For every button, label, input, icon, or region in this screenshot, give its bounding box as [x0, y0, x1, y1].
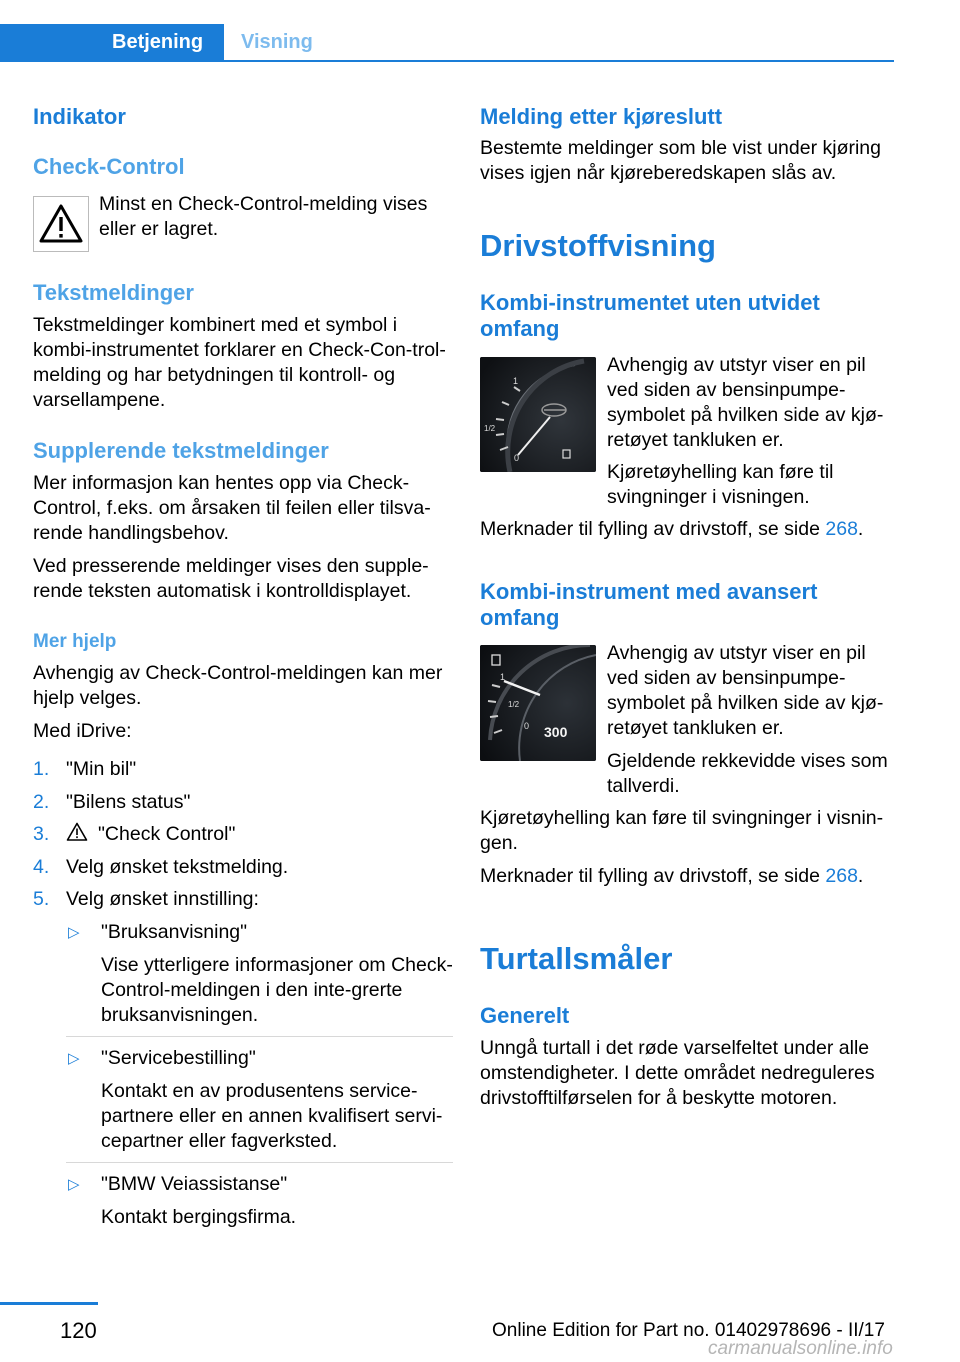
gauge1-label-full: 1 [513, 376, 519, 386]
merknad-2 [480, 864, 900, 889]
check-control-small-warning-icon [66, 822, 90, 842]
options-list [66, 920, 453, 1238]
step-number: 1. [33, 758, 50, 780]
heading-supplerende-tekstmeldinger: Supplerende tekstmeldinger [33, 438, 329, 463]
step-item [33, 790, 453, 815]
option-title: "Servicebestilling" [101, 1047, 256, 1069]
tab-visning[interactable]: Visning [241, 31, 313, 53]
merknad-2-suffix: . [857, 865, 864, 887]
melding-text: Bestemte meldinger som ble vist under kjøring vises igjen når kjøreberedskapen slås av. [480, 137, 881, 184]
option-description: Kontakt en av produsentens service-partnere eller en annen kvalifisert servi-cepartner eller fagverksted. [101, 1080, 443, 1152]
mer-hjelp-text: Avhengig av Check-Control-meldingen kan mer hjelp velges. [33, 662, 443, 709]
heading-check-control: Check-Control [33, 154, 185, 179]
kombi-med-text-2: Gjeldende rekkevidde vises som tallverdi. [607, 750, 888, 797]
med-idrive-label: Med iDrive: [33, 720, 132, 742]
step-number: 3. [33, 823, 50, 845]
heading-turtallsmaler: Turtallsmåler [480, 941, 673, 976]
kombi-uten-text-1: Avhengig av utstyr viser en pil ved siden av bensinpumpe-symbolet på hvilken side av kjø-retøyet tankluken er. [607, 354, 884, 451]
footer-edition: Online Edition for Part no. 01402978696 - II/17 [492, 1320, 885, 1341]
kombi-uten-text-2-line1 [607, 460, 897, 510]
step-number: 4. [33, 855, 50, 878]
fuel-gauge-image-2 [480, 645, 596, 761]
heading-kombi-uten: Kombi-instrumentet uten utvidet omfang [480, 290, 820, 341]
kombi-uten-text-2: Kjøretøyhelling kan føre til svingninger i visningen. [607, 461, 834, 508]
gauge2-label-empty: 0 [524, 721, 530, 731]
triangle-bullet-icon: ▷ [68, 924, 80, 941]
option-item [66, 1046, 453, 1163]
heading-drivstoffvisning: Drivstoffvisning [480, 228, 716, 263]
header-rule [224, 60, 894, 62]
step-text: Velg ønsket tekstmelding. [66, 855, 289, 878]
option-title: "Bruksanvisning" [101, 921, 248, 943]
step-text: Velg ønsket innstilling: [66, 888, 259, 910]
page-number: 120 [60, 1318, 97, 1343]
idrive-steps [33, 757, 453, 1247]
supplerende-text-1: Mer informasjon kan hentes opp via Check-Control, f.eks. om årsaken til feilen eller tilsva-rende handlingsbehov. [33, 472, 431, 544]
option-item [66, 1172, 453, 1238]
heading-indikator: Indikator [33, 104, 126, 129]
heading-tekstmeldinger: Tekstmeldinger [33, 280, 194, 305]
step-text: "Check Control" [98, 823, 236, 845]
step-item [33, 855, 453, 880]
footer-rule [0, 1302, 98, 1305]
gauge2-label-full: 1 [500, 672, 506, 682]
step-item [33, 757, 453, 782]
merknad-2-text: Merknader til fylling av drivstoff, se side [480, 865, 826, 887]
gauge1-label-half: 1/2 [484, 424, 496, 433]
gauge2-range-value: 300 [544, 724, 568, 740]
step-item [33, 887, 453, 1238]
check-control-warning-icon [33, 196, 89, 252]
tab-betjening[interactable]: Betjening [112, 31, 204, 53]
merknad-2-page-link[interactable]: 268 [825, 865, 858, 887]
step-text: "Bilens status" [66, 790, 191, 813]
check-control-text: Minst en Check-Control-melding vises eller er lagret. [99, 193, 428, 240]
option-description: Kontakt bergingsfirma. [101, 1206, 297, 1228]
kombi-med-text-1: Avhengig av utstyr viser en pil ved siden av bensinpumpe-symbolet på hvilken side av kjø-retøyet tankluken er. [607, 642, 884, 739]
step-number: 5. [33, 888, 50, 910]
gauge2-label-half: 1/2 [508, 700, 520, 709]
watermark: carmanualsonline.info [708, 1338, 893, 1359]
heading-melding-etter-kjoreslutt: Melding etter kjøreslutt [480, 104, 723, 129]
gauge1-label-empty: 0 [514, 453, 520, 463]
heading-kombi-med: Kombi-instrument med avansert omfang [480, 579, 818, 630]
generelt-text: Unngå turtall i det røde varselfeltet under alle omstendigheter. I dette området nedreguleres drivstofftilførselen for å beskytte motoren. [480, 1037, 875, 1109]
merknad-1-page-link[interactable]: 268 [825, 518, 858, 540]
merknad-1-text: Merknader til fylling av drivstoff, se side [480, 518, 826, 540]
step-item [33, 822, 453, 847]
tekstmeldinger-text: Tekstmeldinger kombinert med et symbol i kombi-instrumentet forklarer en Check-Con-trol-melding og har betydningen til kontroll- og varsellampene. [33, 314, 446, 411]
step-number: 2. [33, 790, 50, 813]
triangle-bullet-icon: ▷ [68, 1050, 80, 1067]
option-description: Vise ytterligere informasjoner om Check-Control-meldingen i den inte-grerte bruksanvisningen. [101, 954, 453, 1026]
heading-generelt: Generelt [480, 1003, 570, 1028]
merknad-1 [480, 517, 900, 542]
supplerende-text-2: Ved presserende meldinger vises den supple-rende teksten automatisk i kontrolldisplayet. [33, 555, 429, 602]
option-title: "BMW Veiassistanse" [101, 1173, 288, 1195]
heading-mer-hjelp: Mer hjelp [33, 631, 117, 652]
option-item [66, 920, 453, 1037]
triangle-bullet-icon: ▷ [68, 1176, 80, 1193]
kombi-med-text-3: Kjøretøyhelling kan føre til svingninger i visnin-gen. [480, 807, 884, 854]
fuel-gauge-image-1 [480, 357, 596, 472]
step-text: "Min bil" [66, 758, 137, 780]
merknad-1-suffix: . [857, 518, 864, 540]
